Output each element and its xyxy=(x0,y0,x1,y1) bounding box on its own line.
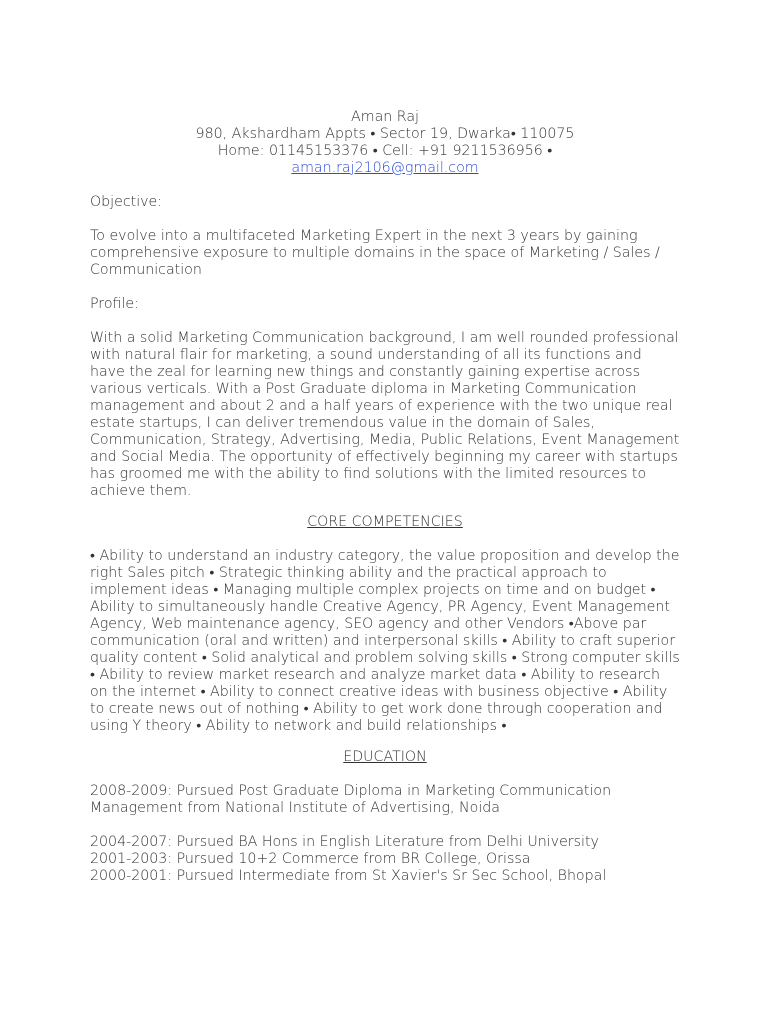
core-competencies-heading: CORE COMPETENCIES xyxy=(307,514,463,530)
education-entry: 2004-2007: Pursued BA Hons in English Literature from Delhi University xyxy=(90,834,599,850)
phone-line: Home: 01145153376 • Cell: +91 9211536956 • xyxy=(217,143,553,159)
education-heading: EDUCATION xyxy=(343,749,427,765)
objective-label: Objective: xyxy=(90,194,163,210)
profile-label: Profile: xyxy=(90,296,139,312)
education-entry: 2008-2009: Pursued Post Graduate Diploma in Marketing Communication Management from National Institute of Advertising, Noida xyxy=(90,783,612,816)
education-entry: 2001-2003: Pursued 10+2 Commerce from BR College, Orissa xyxy=(90,851,531,867)
contact-header xyxy=(90,109,680,177)
candidate-name: Aman Raj xyxy=(351,109,419,125)
email-link[interactable]: aman.raj2106@gmail.com xyxy=(291,160,479,176)
core-competencies-text: • Ability to understand an industry category, the value proposition and develop the right Sales pitch • Strategic thinking ability and the practical approach to implement ideas • Managing multiple complex projects on time and on budget • Ability to simultaneously handle Creative Agency, PR Agency, Event Management Agency, Web maintenance agency, SEO agency and other Vendors •Above par communication (oral and written) and interpersonal skills • Ability to craft superior quality content • Solid analytical and problem solving skills • Strong computer skills • Ability to review market research and analyze market data • Ability to research on the internet • Ability to connect creative ideas with business objective • Ability to create news out of nothing • Ability to get work done through cooperation and using Y theory • Ability to network and build relationships • xyxy=(90,548,680,734)
objective-text: To evolve into a multifaceted Marketing Expert in the next 3 years by gaining comprehensive exposure to multiple domains in the space of Marketing / Sales / Communication xyxy=(90,228,660,278)
profile-text: With a solid Marketing Communication background, I am well rounded professional with natural flair for marketing, a sound understanding of all its functions and have the zeal for learning new things and constantly gaining expertise across various verticals. With a Post Graduate diploma in Marketing Communication management and about 2 and a half years of experience with the two unique real estate startups, I can deliver tremendous value in the domain of Sales, Communication, Strategy, Advertising, Media, Public Relations, Event Management and Social Media. The opportunity of effectively beginning my career with startups has groomed me with the ability to find solutions with the limited resources to achieve them. xyxy=(90,330,680,499)
address-line: 980, Akshardham Appts • Sector 19, Dwarka• 110075 xyxy=(195,126,575,142)
resume-page xyxy=(90,109,680,885)
education-entry: 2000-2001: Pursued Intermediate from St Xavier's Sr Sec School, Bhopal xyxy=(90,868,607,884)
